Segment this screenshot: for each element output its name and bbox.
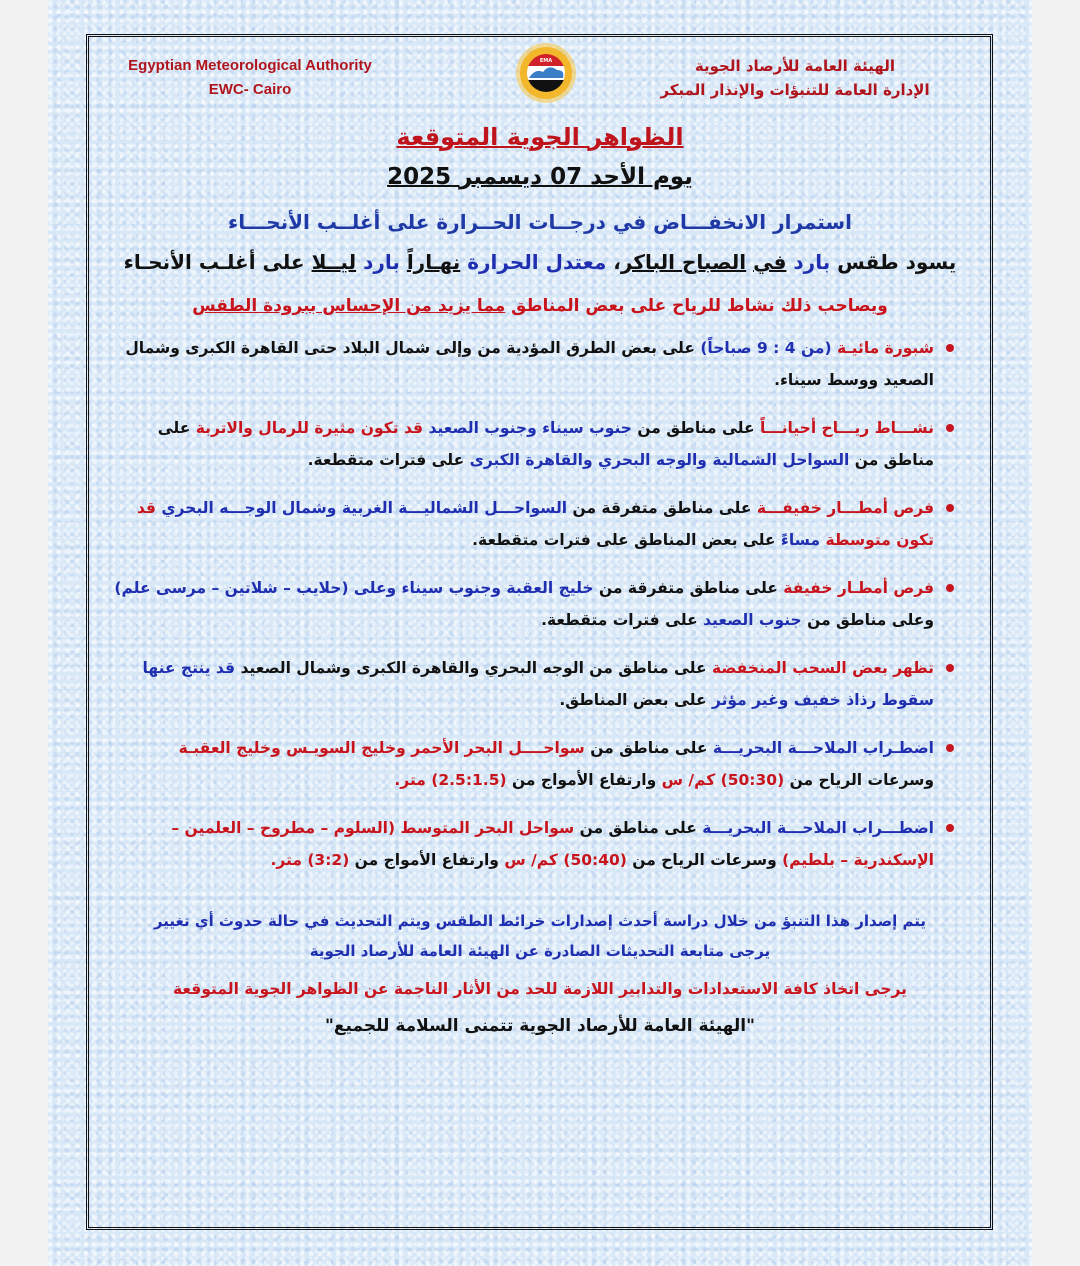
text-segment: السواحل الشمالية والوجه البحري والقاهرة الكبرى — [469, 451, 850, 469]
text-segment: وسرعات الرياح من — [784, 771, 934, 789]
bullet-icon — [946, 744, 954, 752]
text-segment: بارد — [793, 250, 831, 274]
text-segment: وعلى مناطق من — [801, 611, 934, 629]
headline-temperature: استمرار الانخفـــاض في درجــات الحــرارة على أغلــب الأنحـــاء — [227, 210, 852, 234]
bullet-icon — [946, 504, 954, 512]
text-segment: تظهر بعض السحب المنخفضة — [711, 659, 934, 677]
text-segment: ، — [606, 250, 621, 274]
text-segment: ليــلا — [311, 250, 357, 274]
text-segment: في — [753, 250, 787, 274]
text-segment: نشـــاط ريـــاح أحيانـــاً — [760, 419, 934, 437]
precautions-note: يرجى اتخاذ كافة الاستعدادات والتدابير اللازمة للحد من الأثار الناجمة عن الظواهر الجوية المتوقعة — [173, 980, 907, 998]
text-segment: يسود طقس — [830, 250, 957, 274]
text-segment: ويصاحب ذلك نشاط للرياح على بعض المناطق — [505, 296, 888, 316]
ema-logo — [515, 42, 577, 104]
list-item — [110, 492, 956, 556]
text-segment: اضطـــراب الملاحـــة البحريـــة — [702, 819, 934, 837]
text-segment: على بعض المناطق. — [559, 691, 712, 709]
text-segment: قد تكون متوسطة — [136, 499, 934, 549]
text-segment: مما يزيد من الإحساس ببرودة الطقس — [192, 296, 506, 316]
text-segment: على فترات متقطعة. — [307, 451, 470, 469]
phenomena-list — [110, 332, 970, 876]
text-segment: (50:30) كم/ س — [661, 771, 785, 789]
org-name-en: Egyptian Meteorological Authority — [128, 57, 372, 74]
text-segment: على بعض الطرق المؤدية من وإلى شمال البلاد حتى القاهرة الكبرى وشمال الصعيد ووسط سيناء. — [125, 339, 934, 389]
update-note: يتم إصدار هذا التنبؤ من خلال دراسة أحدث إصدارات خرائط الطقس ويتم التحديث في حالة حدوث أي تغيير — [153, 912, 927, 930]
text-segment: سواحل البحر المتوسط (السلوم – مطروح – العلمين – الإسكندرية – بلطيم) — [171, 819, 934, 869]
bullet-icon — [946, 424, 954, 432]
text-segment: على مناطق من الوجه البحري والقاهرة الكبرى وشمال الصعيد — [235, 659, 712, 677]
text-segment: وارتفاع الأمواج من — [349, 851, 505, 869]
text-segment: جنوب سيناء وجنوب الصعيد — [428, 419, 632, 437]
text-segment: شبورة مائيـة — [831, 339, 934, 357]
org-unit-en: EWC- Cairo — [208, 81, 292, 98]
text-segment: على مناطق من — [631, 419, 760, 437]
text-segment: اضطـراب الملاحـــة البحريـــة — [712, 739, 934, 757]
page-title: الظواهر الجوية المتوقعة — [396, 123, 684, 151]
text-segment: فرص أمطـار خفيفة — [783, 579, 934, 597]
text-segment: خليج العقبة وجنوب سيناء وعلى (حلايب – شلاتين – مرسى علم) — [114, 579, 594, 597]
header-org-english — [100, 54, 400, 102]
list-item — [110, 332, 956, 396]
list-item — [110, 732, 956, 796]
text-segment: سواحــــل البحر الأحمر وخليج السويـس وخليج العقبـة — [178, 739, 585, 757]
headline-weather — [110, 244, 970, 280]
bullet-icon — [946, 824, 954, 832]
org-name-ar: الهيئة العامة للأرصاد الجوية — [694, 57, 896, 75]
text-segment: السواحـــل الشماليـــة الغربية وشمال الوجـــه البحري — [161, 499, 568, 517]
bullet-icon — [946, 344, 954, 352]
text-segment: على مناطق متفرقة من — [567, 499, 757, 517]
text-segment: معتدل الحرارة — [467, 250, 607, 274]
headline-wind — [110, 290, 970, 322]
text-segment: قد تكون مثيرة للرمال والاتربة — [195, 419, 429, 437]
text-segment — [400, 250, 407, 274]
bullet-icon — [946, 584, 954, 592]
list-item — [110, 412, 956, 476]
text-segment: وارتفاع الأمواج من — [506, 771, 662, 789]
text-segment: على مناطق من — [584, 739, 713, 757]
follow-updates-note: يرجى متابعة التحديثات الصادرة عن الهيئة العامة للأرصاد الجوية — [309, 942, 771, 960]
text-segment: نهـاراً — [406, 250, 461, 274]
forecast-date: يوم الأحد 07 ديسمبر 2025 — [387, 164, 693, 190]
text-segment: (من 4 : 9 صباحاً) — [700, 339, 832, 357]
header-org-arabic — [635, 54, 955, 102]
forecast-content — [110, 112, 970, 1044]
text-segment: وسرعات الرياح من — [626, 851, 783, 869]
text-segment: على مناطق من — [157, 419, 934, 469]
list-item — [110, 652, 956, 716]
text-segment: على فترات متقطعة. — [541, 611, 704, 629]
bullet-icon — [946, 664, 954, 672]
list-item — [110, 812, 956, 876]
safety-wish: "الهيئة العامة للأرصاد الجوية تتمنى السلامة للجميع" — [325, 1016, 755, 1036]
text-segment: قد ينتج عنها سقوط رذاذ خفيف وغير مؤثر — [142, 659, 934, 709]
text-segment: (3:2) متر. — [270, 851, 350, 869]
text-segment: على مناطق من — [574, 819, 703, 837]
text-segment: على بعض المناطق على فترات متقطعة. — [472, 531, 781, 549]
text-segment: على أغلـب الأنحـاء — [123, 250, 312, 274]
text-segment: (2.5:1.5) متر. — [394, 771, 507, 789]
logo-text: EMA — [539, 58, 553, 64]
org-unit-ar: الإدارة العامة للتنبؤات والإنذار المبكر — [660, 81, 930, 99]
text-segment: الصباح الباكر — [620, 250, 747, 274]
text-segment: بارد — [363, 250, 400, 274]
list-item — [110, 572, 956, 636]
text-segment: على مناطق متفرقة من — [593, 579, 784, 597]
text-segment: (50:40) كم/ س — [504, 851, 627, 869]
text-segment: فرص أمطـــار خفيفـــة — [756, 499, 934, 517]
text-segment: جنوب الصعيد — [703, 611, 802, 629]
text-segment: مساءً — [780, 531, 826, 549]
